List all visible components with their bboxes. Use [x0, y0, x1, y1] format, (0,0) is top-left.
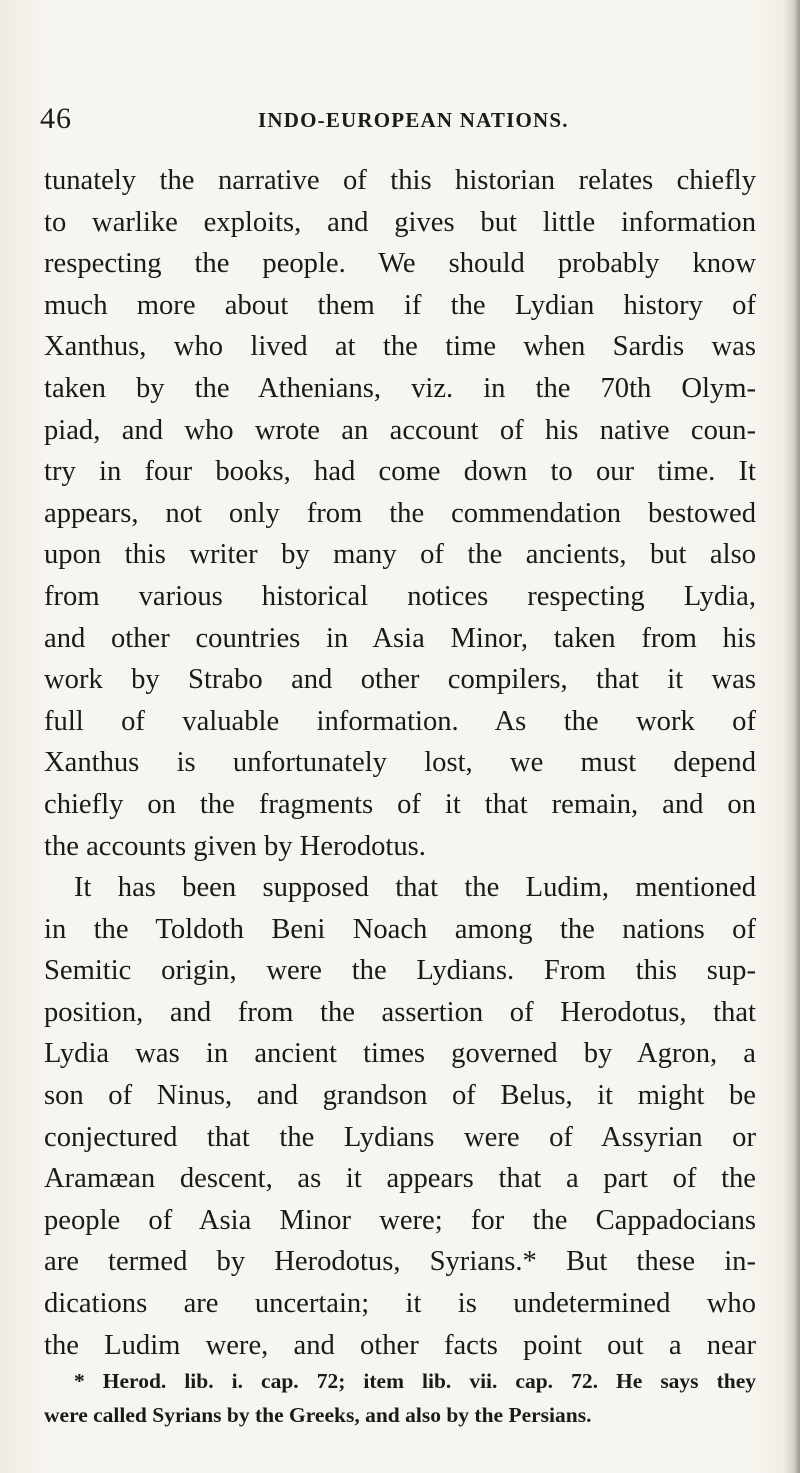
footnote-line: were called Syrians by the Greeks, and also by the Persians. [44, 1403, 592, 1427]
text-line: full of valuable information. As the work of [44, 705, 756, 737]
footnote [44, 1364, 756, 1432]
text-line: conjectured that the Lydians were of Assyrian or [44, 1121, 756, 1153]
text-line: taken by the Athenians, viz. in the 70th Olym- [44, 372, 756, 404]
text-line: respecting the people. We should probably know [44, 248, 756, 280]
text-line: appears, not only from the commendation bestowed [44, 497, 756, 529]
text-line: try in four books, had come down to our time. It [44, 456, 756, 488]
page-header [40, 100, 760, 136]
text-line: Lydia was in ancient times governed by Agron, a [44, 1038, 756, 1070]
text-line: Xanthus, who lived at the time when Sardis was [44, 331, 756, 363]
text-line: son of Ninus, and grandson of Belus, it might be [44, 1080, 756, 1112]
text-line: Aramæan descent, as it appears that a part of the [44, 1163, 756, 1195]
text-line: people of Asia Minor were; for the Cappadocians [44, 1204, 756, 1236]
text-line: tunately the narrative of this historian relates chiefly [44, 165, 756, 196]
text-line: in the Toldoth Beni Noach among the nations of [44, 913, 756, 945]
text-line: position, and from the assertion of Herodotus, that [44, 996, 756, 1028]
text-line: work by Strabo and other compilers, that it was [44, 664, 756, 696]
text-line: Semitic origin, were the Lydians. From this sup- [44, 955, 756, 987]
text-line: dications are uncertain; it is undetermined who [44, 1288, 756, 1320]
text-line: upon this writer by many of the ancients, but also [44, 539, 756, 571]
page-number: 46 [40, 102, 72, 135]
text-line: are termed by Herodotus, Syrians.* But these in- [44, 1246, 756, 1278]
text-line: the accounts given by Herodotus. [44, 830, 426, 862]
text-line: chiefly on the fragments of it that remain, and on [44, 788, 756, 820]
text-line: the Ludim were, and other facts point out a near [44, 1329, 756, 1361]
running-head: INDO-EUROPEAN NATIONS. [258, 108, 569, 132]
text-line: from various historical notices respecting Lydia, [44, 580, 756, 612]
footnote-line: * Herod. lib. i. cap. 72; item lib. vii. cap. 72. He says they [74, 1369, 756, 1393]
text-line: It has been supposed that the Ludim, mentioned [74, 872, 756, 904]
text-line: much more about them if the Lydian history of [44, 289, 756, 321]
body-text [44, 160, 756, 1366]
text-line: to warlike exploits, and gives but little information [44, 206, 756, 238]
text-line: piad, and who wrote an account of his native coun- [44, 414, 756, 446]
page-edge-shadow [784, 0, 800, 1473]
text-line: Xanthus is unfortunately lost, we must depend [44, 747, 756, 779]
text-line: and other countries in Asia Minor, taken from his [44, 622, 756, 654]
